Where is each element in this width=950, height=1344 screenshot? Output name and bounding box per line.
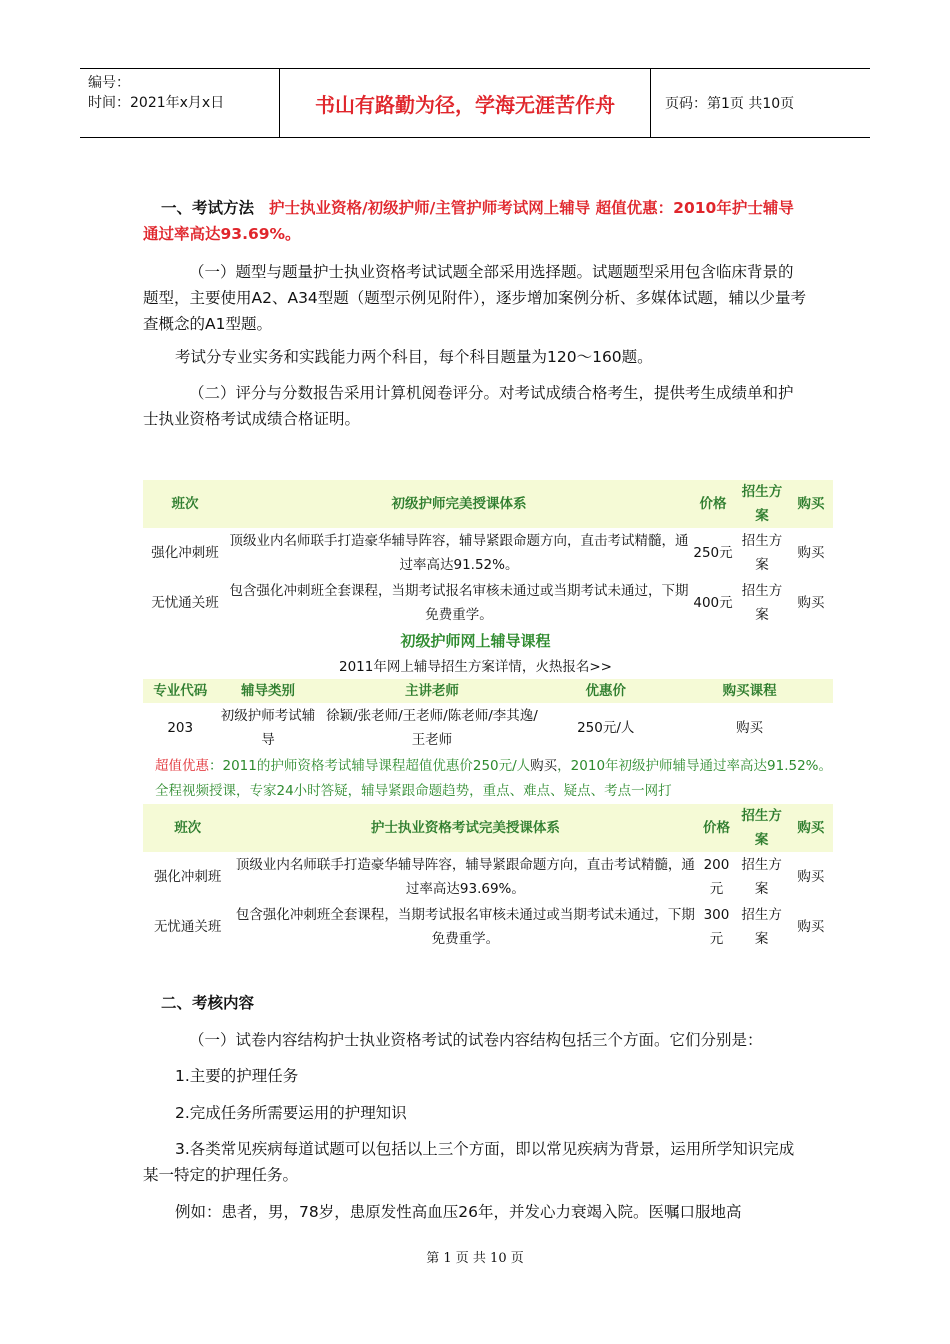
table-row — [143, 902, 833, 952]
promo-text: ：2011的护师资格考试辅导课程超值优惠价250元/人 — [209, 758, 531, 774]
enrollment-plan-link[interactable]: 招生方案 — [741, 907, 782, 947]
enrollment-plan-link[interactable]: 招生方案 — [741, 583, 783, 623]
class-price: 300元 — [703, 907, 730, 947]
promo-buy-link[interactable]: 购买 — [530, 758, 558, 774]
course-subtitle-link[interactable]: 2011年网上辅导招生方案详情，火热报名>> — [339, 659, 612, 675]
course-table-2 — [143, 804, 833, 952]
section1-para3: （二）评分与分数报告采用计算机阅卷评分。对考试成绩合格考生，提供考生成绩单和护士执业资格考试成绩合格证明。 — [143, 384, 794, 428]
buy-link[interactable]: 购买 — [797, 545, 825, 561]
course-table-1 — [143, 480, 833, 628]
table-header-row — [143, 804, 833, 852]
class-description: 包含强化冲刺班全套课程，当期考试报名审核未通过或当期考试未通过，下期免费重学。 — [229, 583, 689, 623]
buy-link[interactable]: 购买 — [797, 595, 825, 611]
table-header: 主讲老师 — [319, 679, 546, 703]
promo-paragraph — [155, 754, 835, 804]
section2-para2: 例如：患者，男，78岁，患原发性高血压26年，并发心力衰竭入院。医嘱口服地高 — [175, 1203, 742, 1221]
class-name: 强化冲刺班 — [153, 869, 222, 885]
header-meta — [80, 69, 280, 137]
table-row — [143, 528, 833, 578]
course-price: 250元/人 — [577, 720, 635, 736]
buy-course-link[interactable]: 购买 — [736, 720, 764, 736]
page-footer: 第 1 页 共 10 页 — [426, 1251, 524, 1266]
course-teachers: 徐颖/张老师/王老师/陈老师/李其逸/王老师 — [326, 708, 538, 748]
section1-heading — [143, 195, 808, 247]
table-header: 优惠价 — [545, 679, 666, 703]
table-header: 购买课程 — [666, 679, 833, 703]
section2-item3: 3.各类常见疾病每道试题可以包括以上三个方面，即以常见疾病为背景，运用所学知识完成某一特定的护理任务。 — [143, 1140, 795, 1184]
page-header — [80, 68, 870, 138]
enrollment-plan-link[interactable]: 招生方案 — [741, 857, 782, 897]
section1-para2: 考试分专业实务和实践能力两个科目，每个科目题量为120～160题。 — [175, 348, 653, 366]
promo-label: 超值优惠 — [155, 758, 209, 774]
header-motto: 书山有路勤为径，学海无涯苦作舟 — [280, 69, 651, 137]
header-page-info: 页码：第1页 共10页 — [665, 96, 795, 112]
section2-para1: （一）试卷内容结构护士执业资格考试的试卷内容结构包括三个方面。它们分别是： — [189, 1031, 763, 1049]
section2-item1: 1.主要的护理任务 — [175, 1067, 299, 1085]
table-row — [143, 578, 833, 628]
table-header: 班次 — [143, 804, 232, 852]
class-price: 400元 — [693, 595, 733, 611]
table-header: 购买 — [789, 480, 833, 528]
table-header: 初级护师完美授课体系 — [227, 480, 691, 528]
class-description: 包含强化冲刺班全套课程，当期考试报名审核未通过或当期考试未通过，下期免费重学。 — [235, 907, 695, 947]
section2-item2: 2.完成任务所需要运用的护理知识 — [175, 1104, 407, 1122]
table-header: 班次 — [143, 480, 227, 528]
table-header-row — [143, 679, 833, 703]
table-header-row — [143, 480, 833, 528]
table-row — [143, 703, 833, 753]
section1-title: 一、考试方法 — [161, 199, 255, 217]
class-name: 无忧通关班 — [151, 595, 219, 611]
course-code: 203 — [167, 720, 194, 736]
course-title: 初级护师网上辅导课程 — [400, 632, 551, 650]
class-name: 强化冲刺班 — [151, 545, 219, 561]
course-info-table — [143, 679, 833, 753]
section1-para1: （一）题型与题量护士执业资格考试试题全部采用选择题。试题题型采用包含临床背景的题型，主要使用A2、A34型题（题型示例见附件），逐步增加案例分析、多媒体试题，辅以少量考查概念的A1型题。 — [143, 263, 807, 333]
table-header: 价格 — [691, 480, 735, 528]
promo-text-2: ，2010年初级护师辅导通过率高达91.52%。全程视频授课，专家24小时答疑，辅导紧跟命题趋势，重点、难点、疑点、考点一网打 — [155, 758, 833, 799]
document-number-label: 编号： — [88, 75, 130, 91]
table-header: 招生方案 — [735, 804, 789, 852]
section2-title: 二、考核内容 — [161, 994, 255, 1012]
class-name: 无忧通关班 — [153, 919, 222, 935]
table-header: 护士执业资格考试完美授课体系 — [232, 804, 698, 852]
class-description: 顶级业内名师联手打造豪华辅导阵容，辅导紧跟命题方向，直击考试精髓，通过率高达93.69%。 — [235, 857, 695, 897]
table-row — [143, 852, 833, 902]
buy-link[interactable]: 购买 — [797, 919, 825, 935]
document-date: 时间：2021年x月x日 — [88, 95, 225, 111]
table-header: 价格 — [698, 804, 734, 852]
buy-link[interactable]: 购买 — [797, 869, 825, 885]
promo-link[interactable]: 护士执业资格/初级护师/主管护师考试网上辅导 超值优惠：2010年护士辅导通过率高达93.69%。 — [143, 199, 794, 243]
table-header: 辅导类别 — [217, 679, 318, 703]
table-header: 购买 — [789, 804, 833, 852]
class-price: 200元 — [703, 857, 730, 897]
class-description: 顶级业内名师联手打造豪华辅导阵容，辅导紧跟命题方向，直击考试精髓，通过率高达91.52%。 — [229, 533, 689, 573]
course-category: 初级护师考试辅导 — [220, 708, 316, 748]
table-header: 专业代码 — [143, 679, 217, 703]
enrollment-plan-link[interactable]: 招生方案 — [741, 533, 783, 573]
class-price: 250元 — [693, 545, 733, 561]
table-header: 招生方案 — [735, 480, 789, 528]
